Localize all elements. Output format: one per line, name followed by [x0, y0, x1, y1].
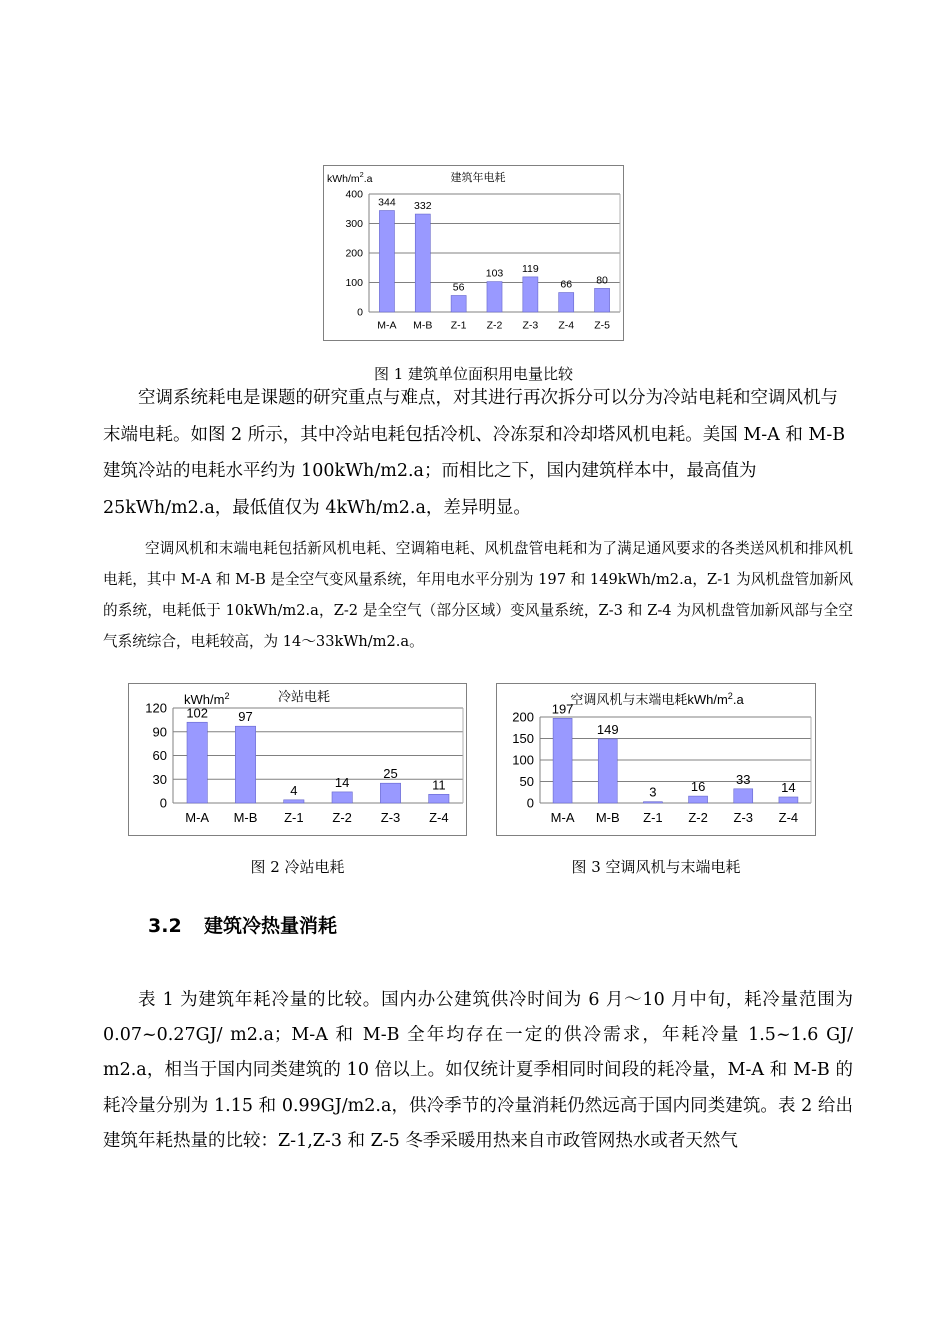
category-label: Z-3 [380, 810, 401, 825]
section-title: 建筑冷热量消耗 [204, 915, 338, 937]
bar [487, 282, 502, 312]
category-label: Z-2 [332, 810, 352, 825]
category-label: Z-1 [284, 810, 304, 825]
category-label: Z-3 [733, 810, 753, 825]
bar [379, 211, 394, 312]
y-tick-label: 120 [145, 700, 167, 716]
data-label: 16 [690, 779, 706, 795]
bar [734, 789, 753, 803]
bar [187, 722, 207, 803]
data-label: 332 [414, 200, 432, 213]
bar [235, 726, 255, 803]
category-label: Z-4 [429, 810, 449, 825]
bar [598, 739, 617, 803]
y-tick-label: 150 [512, 731, 534, 747]
paragraph-1: 空调系统耗电是课题的研究重点与难点，对其进行再次拆分可以分为冷站电耗和空调风机与末端电耗。如图 2 所示，其中冷站电耗包括冷机、冷冻泵和冷却塔风机电耗。美国 M-A 和 M-B 建筑冷站的电耗水平约为 100kWh/m2.a；而相比之下，国内建筑样本中，最高值为 25kWh/m2.a，最低值仅为 4kWh/m2.a，差异明显。 [103, 388, 846, 518]
y-tick-label: 0 [526, 795, 534, 811]
y-tick-label: 200 [512, 709, 534, 725]
data-label: 197 [551, 701, 574, 717]
bar [523, 277, 538, 312]
category-label: M-A [377, 319, 397, 332]
data-label: 119 [521, 262, 539, 275]
y-tick-label: 0 [357, 306, 363, 319]
y-tick-label: 200 [345, 247, 363, 260]
bar [643, 802, 662, 803]
data-label: 4 [290, 782, 298, 798]
data-label: 66 [560, 278, 573, 291]
figure-1-svg [324, 166, 623, 340]
category-label: M-A [185, 810, 210, 825]
y-tick-label: 30 [152, 771, 167, 787]
data-label: 103 [485, 267, 504, 280]
bar [415, 214, 430, 312]
data-label: 25 [383, 766, 398, 782]
figure-2-caption: 图 2 冷站电耗 [250, 858, 345, 876]
y-tick-label: 50 [519, 774, 534, 790]
figure-1-caption: 图 1 建筑单位面积用电量比较 [373, 365, 574, 383]
bar [284, 800, 304, 803]
category-label: Z-4 [558, 319, 575, 332]
paragraph-2: 空调风机和末端电耗包括新风机电耗、空调箱电耗、风机盘管电耗和为了满足通风要求的各类送风机和排风机电耗，其中 M-A 和 M-B 是全空气变风量系统，年用电水平分别为 197 和 149kWh/m2.a，Z-1 为风机盘管加新风的系统，电耗低于 10kWh/m2.a，Z-2 是全空气（部分区域）变风量系统，Z-3 和 Z-4 为风机盘管加新风部与全空气系统综合，电耗较高，为 14～33kWh/m2.a。 [103, 540, 853, 650]
category-label: M-B [413, 319, 433, 332]
category-label: M-A [550, 810, 575, 825]
category-label: M-B [233, 810, 258, 825]
category-label: Z-2 [688, 810, 708, 825]
y-tick-label: 0 [159, 795, 167, 811]
section-number: 3.2 [148, 915, 182, 937]
figure-1-chart [323, 165, 624, 341]
chart-title: 建筑年电耗 [450, 172, 506, 184]
category-label: Z-3 [522, 319, 539, 332]
data-label: 56 [452, 281, 465, 294]
y-tick-label: 90 [152, 724, 167, 740]
bar [779, 797, 798, 803]
category-label: M-B [595, 810, 620, 825]
data-label: 80 [596, 274, 608, 287]
category-label: Z-4 [778, 810, 799, 825]
category-label: Z-1 [450, 319, 467, 332]
bar [553, 718, 572, 803]
section-heading [148, 911, 337, 938]
category-label: Z-2 [486, 319, 503, 332]
data-label: 14 [334, 774, 350, 790]
bar [689, 796, 708, 803]
y-tick-label: 400 [345, 188, 363, 201]
y-axis-unit-label: kWh/$m^2.a$ [327, 170, 373, 185]
figure-2-chart [128, 683, 467, 836]
data-label: 33 [736, 771, 751, 787]
figure-3-chart [496, 683, 816, 836]
data-label: 97 [238, 709, 253, 725]
y-tick-label: 100 [345, 277, 363, 290]
data-label: 149 [596, 721, 619, 737]
figure-3-caption: 图 3 空调风机与末端电耗 [571, 858, 741, 876]
bar [559, 293, 574, 312]
data-label: 11 [432, 777, 446, 793]
bar [595, 288, 610, 312]
data-label: 3 [649, 784, 657, 800]
bar [451, 295, 466, 312]
data-label: 102 [186, 705, 209, 721]
category-label: Z-5 [594, 319, 610, 332]
data-label: 14 [781, 779, 796, 795]
y-tick-label: 60 [152, 748, 167, 764]
figure-2-svg [129, 684, 466, 835]
bar [380, 783, 400, 803]
y-tick-label: 100 [512, 752, 534, 768]
chart-title: 冷站电耗 [277, 689, 331, 704]
bar [429, 794, 449, 803]
category-label: Z-1 [643, 810, 663, 825]
figure-3-svg [497, 684, 815, 835]
chart-title: 空调风机与末端电耗kWh/$m^2.a$ [570, 691, 744, 708]
paragraph-3: 表 1 为建筑年耗冷量的比较。国内办公建筑供冷时间为 6 月～10 月中旬，耗冷量范围为 0.07~0.27GJ/ m2.a；M-A 和 M-B 全年均存在一定的供冷需求，年耗冷量 1.5~1.6 GJ/ m2.a，相当于国内同类建筑的 10 倍以上。如仅统计夏季相同时间段的耗冷量，M-A 和 M-B 的耗冷量分别为 1.15 和 0.99GJ/m2.a，供冷季节的冷量消耗仍然远高于国内同类建筑。表 2 给出建筑年耗热量的比较：Z-1,Z-3 和 Z-5 冬季采暖用热来自市政管网热水或者天然气 [103, 990, 853, 1151]
y-axis-unit-label: kWh/$m^2$ [184, 691, 230, 707]
data-label: 344 [378, 196, 396, 209]
y-tick-label: 300 [345, 218, 363, 231]
bar [332, 792, 352, 803]
